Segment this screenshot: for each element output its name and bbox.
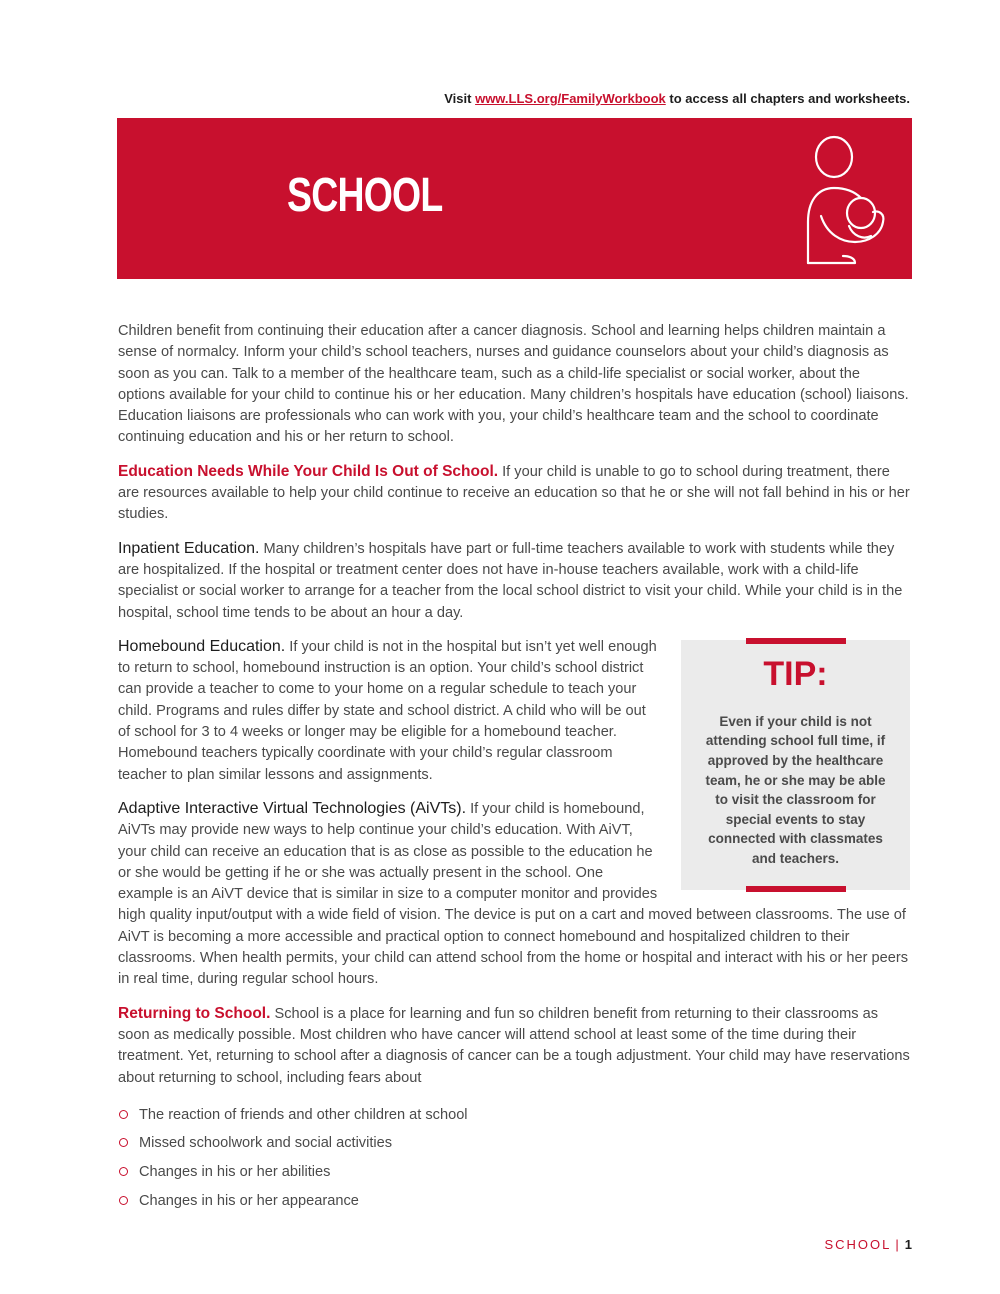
tip-text: Even if your child is not attending school full time, if approved by the healthcare team, he or she may be able to visit the classroom for special events to stay connected with classmates and teachers. bbox=[705, 713, 886, 867]
parent-holding-child-icon bbox=[797, 130, 897, 270]
tip-box bbox=[681, 640, 910, 890]
footer-separator: | bbox=[895, 1237, 901, 1252]
returning-heading: Returning to School. bbox=[118, 1004, 271, 1022]
bullet-circle-icon bbox=[119, 1196, 128, 1205]
returning-paragraph bbox=[118, 1003, 910, 1089]
inpatient-paragraph bbox=[118, 538, 910, 624]
tip-top-bar bbox=[746, 638, 846, 644]
returning-body: School is a place for learning and fun so children benefit from returning to their classrooms as soon as medically possible. Most children who have cancer will attend school at least some of the time during their treatment. Yet, returning to school after a diagnosis of cancer can be a tough adjustment. Your child may have reservations about returning to school, including fears about bbox=[118, 1005, 910, 1086]
intro-paragraph: Children benefit from continuing their education after a cancer diagnosis. School and learning helps children maintain a sense of normalcy. Inform your child’s school teachers, nurses and guidance counselors about your child’s diagnosis as soon as you can. Talk to a member of the healthcare team, such as a child-life specialist or social worker, about the options available for your child to continue his or her education. Many children’s hospitals have education (school) liaisons. Education liaisons are professionals who can work with you, your child’s healthcare team and the school to coordinate continuing education and his or her return to school. bbox=[118, 323, 909, 446]
visit-line bbox=[444, 91, 910, 106]
list-item bbox=[118, 1105, 910, 1126]
page-number: 1 bbox=[904, 1237, 912, 1252]
list-item bbox=[118, 1162, 910, 1183]
workbook-link[interactable]: www.LLS.org/FamilyWorkbook bbox=[475, 91, 666, 106]
page-footer bbox=[824, 1237, 912, 1252]
bullet-circle-icon bbox=[119, 1110, 128, 1119]
list-item-text: The reaction of friends and other children at school bbox=[139, 1106, 468, 1123]
footer-section: SCHOOL bbox=[824, 1237, 892, 1252]
visit-prefix: Visit bbox=[444, 91, 476, 106]
inpatient-heading: Inpatient Education. bbox=[118, 539, 260, 557]
chapter-banner bbox=[117, 118, 912, 279]
tip-title: TIP: bbox=[763, 654, 828, 693]
visit-suffix: to access all chapters and worksheets. bbox=[665, 91, 910, 106]
homebound-heading: Homebound Education. bbox=[118, 637, 286, 655]
bullet-circle-icon bbox=[119, 1167, 128, 1176]
education-needs-paragraph bbox=[118, 461, 910, 526]
education-needs-heading: Education Needs While Your Child Is Out of School. bbox=[118, 462, 499, 480]
inpatient-body: Many children’s hospitals have part or full-time teachers available to work with students while they are hospitalized. If the hospital or treatment center does not have in-house teachers available, work with a child-life specialist or social worker to arrange for a teacher from the local school district to visit your child. While your child is in the hospital, school time tends to be about an hour a day. bbox=[118, 540, 903, 621]
main-content bbox=[118, 321, 910, 1219]
aivt-heading: Adaptive Interactive Virtual Technologies (AiVTs). bbox=[118, 799, 467, 817]
chapter-title: SCHOOL bbox=[287, 169, 443, 222]
list-item bbox=[118, 1133, 910, 1154]
list-item-text: Changes in his or her abilities bbox=[139, 1163, 331, 1180]
list-item-text: Changes in his or her appearance bbox=[139, 1192, 359, 1209]
homebound-body: If your child is not in the hospital but isn’t yet well enough to return to school, homebound instruction is an option. Your child’s school district can provide a teacher to come to your home on a regular schedule to teach your child. Programs and rules differ by state and school district. A child who will be out of school for 3 to 4 weeks or longer may be eligible for a homebound teacher. Homebound teachers typically coordinate with your child’s regular classroom teacher to plan similar lessons and assignments. bbox=[118, 638, 657, 783]
list-item bbox=[118, 1191, 910, 1212]
education-needs-body: If your child is unable to go to school during treatment, there are resources available to help your child continue to receive an education so that he or she will not fall behind in his or her studies. bbox=[118, 463, 910, 523]
aivt-body: If your child is homebound, AiVTs may provide new ways to help continue your child’s education. With AiVT, your child can receive an education that is as close as possible to the education he or she would be getting if he or she was actually present in the school. One example is an AiVT device that is similar in size to a computer monitor and provides high quality input/output with a wide field of vision. The device is put on a cart and moved between classrooms. The use of AiVT is becoming a more accessible and practical option to connect homebound and hospitalized children to their classrooms. When health permits, your child can attend school from the home or hospital and interact with his or her peers in real time, during regular school hours. bbox=[118, 800, 909, 988]
fears-list bbox=[118, 1105, 910, 1212]
tip-bottom-bar bbox=[746, 886, 846, 892]
bullet-circle-icon bbox=[119, 1138, 128, 1147]
list-item-text: Missed schoolwork and social activities bbox=[139, 1135, 393, 1152]
